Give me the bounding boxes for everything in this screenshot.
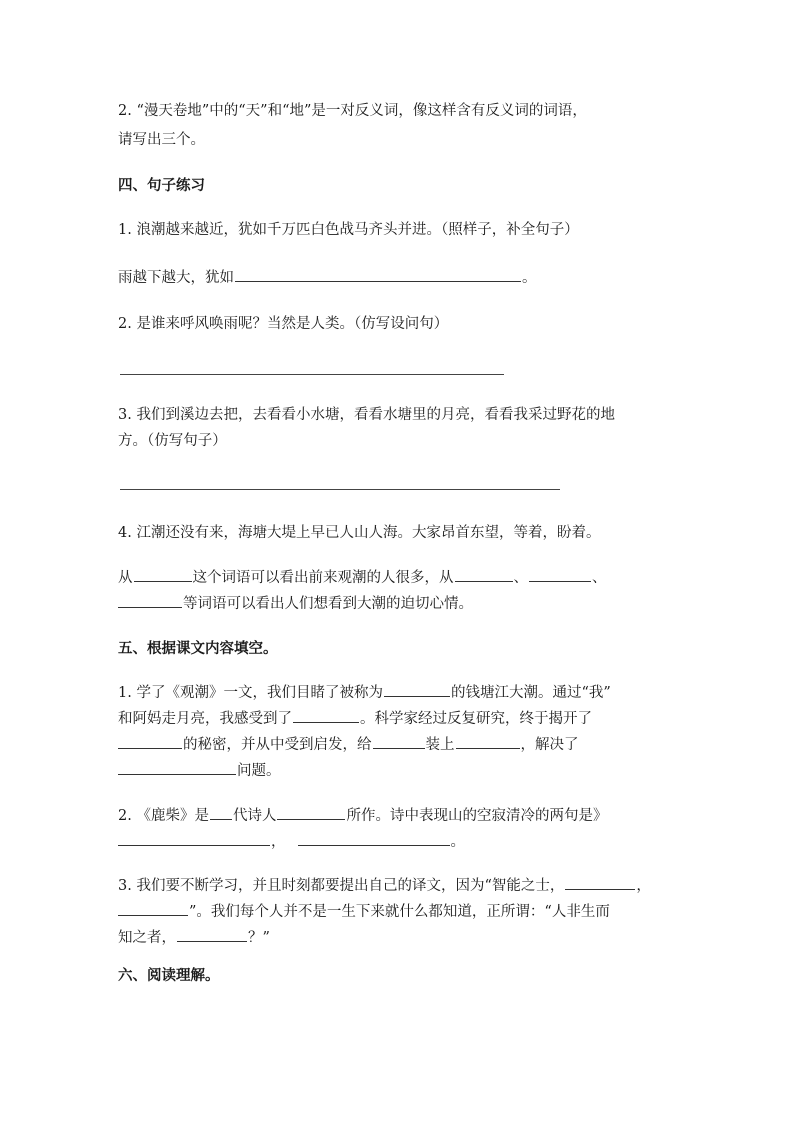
s4-q4-answer-line2 [118, 590, 678, 618]
s4-q4-text: 等词语可以看出人们想看到大潮的迫切心情。 [183, 596, 473, 612]
s5-q2-end: 。 [450, 834, 465, 850]
s5-q3-line2 [118, 898, 678, 926]
answer-blank[interactable] [118, 731, 182, 749]
section-5-heading: 五、根据课文内容填空。 [118, 641, 278, 657]
s4-q1-answer-suffix: 。 [522, 270, 537, 286]
s4-q4-sep: 、 [513, 570, 528, 586]
answer-blank[interactable] [373, 731, 425, 749]
section-4-heading: 四、句子练习 [118, 178, 205, 194]
answer-blank[interactable] [118, 828, 270, 846]
s4-q4-text: 从 [118, 570, 133, 586]
s4-q1-answer-prefix: 雨越下越大，犹如 [118, 270, 234, 286]
s5-q3-text: ， [636, 878, 651, 894]
answer-blank[interactable] [210, 802, 232, 820]
s5-q3-line3 [118, 924, 678, 952]
section-6-heading: 六、阅读理解。 [118, 968, 220, 984]
s5-q1-text: ，解决了 [520, 737, 579, 753]
s5-q3-line1 [118, 872, 678, 900]
answer-blank[interactable] [277, 802, 345, 820]
vocab-q2-line2: 请写出三个。 [118, 132, 205, 148]
s5-q1-text: 的钱塘江大潮。通过“我” [450, 685, 611, 701]
answer-blank[interactable] [529, 564, 591, 582]
s5-q2-sep: ， [271, 834, 286, 850]
s5-q3-text: 3. 我们要不断学习，并且时刻都要提出自己的译文，因为“智能之士， [118, 878, 565, 894]
answer-blank[interactable] [298, 828, 450, 846]
s5-q2-line1 [118, 802, 678, 830]
s4-q3-line1: 3. 我们到溪边去把，去看看小水塘，看看水塘里的月亮，看看我采过野花的地 [118, 407, 615, 423]
s4-q3-line2: 方。（仿写句子） [118, 433, 227, 449]
answer-line[interactable] [120, 374, 504, 375]
vocab-q2-line1: 2. “漫天卷地”中的“天”和“地”是一对反义词，像这样含有反义词的词语， [118, 103, 587, 119]
answer-blank[interactable] [565, 872, 635, 890]
s5-q1-text: 装上 [425, 737, 455, 753]
answer-blank[interactable] [293, 705, 359, 723]
answer-blank[interactable] [455, 564, 513, 582]
s5-q1-text: 和阿妈走月亮，我感受到了 [118, 711, 292, 727]
s4-q4-text: 这个词语可以看出前来观潮的人很多，从 [192, 570, 454, 586]
answer-blank[interactable] [384, 679, 450, 697]
s4-q4-sep: 、 [592, 570, 607, 586]
answer-blank[interactable] [177, 924, 247, 942]
s4-q1-prompt: 1. 浪潮越来越近，犹如千万匹白色战马齐头并进。（照样子，补全句子） [118, 222, 579, 238]
answer-blank[interactable] [456, 731, 520, 749]
s5-q1-text: 1. 学了《观潮》一文，我们目睹了被称为 [118, 685, 383, 701]
s5-q2-text: 所作。诗中表现山的空寂清冷的两句是》 [346, 808, 608, 824]
s5-q1-text: 的秘密，并从中受到启发，给 [183, 737, 372, 753]
s5-q3-text: ”。我们每个人并不是一生下来就什么都知道，正所谓：“人非生而 [189, 904, 610, 920]
s5-q2-line2 [118, 828, 678, 856]
s5-q3-text: ？” [248, 930, 270, 946]
s5-q2-text: 代诗人 [232, 808, 277, 824]
s4-q4-prompt: 4. 江潮还没有来，海塘大堤上早已人山人海。大家昂首东望，等着，盼着。 [118, 525, 601, 541]
answer-blank[interactable] [134, 564, 192, 582]
answer-blank[interactable] [118, 898, 188, 916]
s5-q1-line2 [118, 705, 678, 733]
s4-q2-prompt: 2. 是谁来呼风唤雨呢？当然是人类。（仿写设问句） [118, 316, 449, 332]
s4-q4-answer-line1 [118, 564, 678, 592]
s5-q2-text: 2. 《鹿柴》是 [118, 808, 209, 824]
answer-line[interactable] [120, 489, 560, 490]
answer-blank[interactable] [118, 590, 182, 608]
answer-blank[interactable] [235, 264, 521, 282]
answer-blank[interactable] [118, 757, 236, 775]
s5-q1-line3 [118, 731, 678, 759]
s5-q1-line1 [118, 679, 678, 707]
s4-q1-answer [118, 264, 678, 292]
s5-q1-text: 。科学家经过反复研究，终于揭开了 [360, 711, 592, 727]
s5-q1-text: 问题。 [237, 763, 281, 779]
s5-q3-text: 知之者， [118, 930, 176, 946]
s5-q1-line4 [118, 757, 678, 785]
